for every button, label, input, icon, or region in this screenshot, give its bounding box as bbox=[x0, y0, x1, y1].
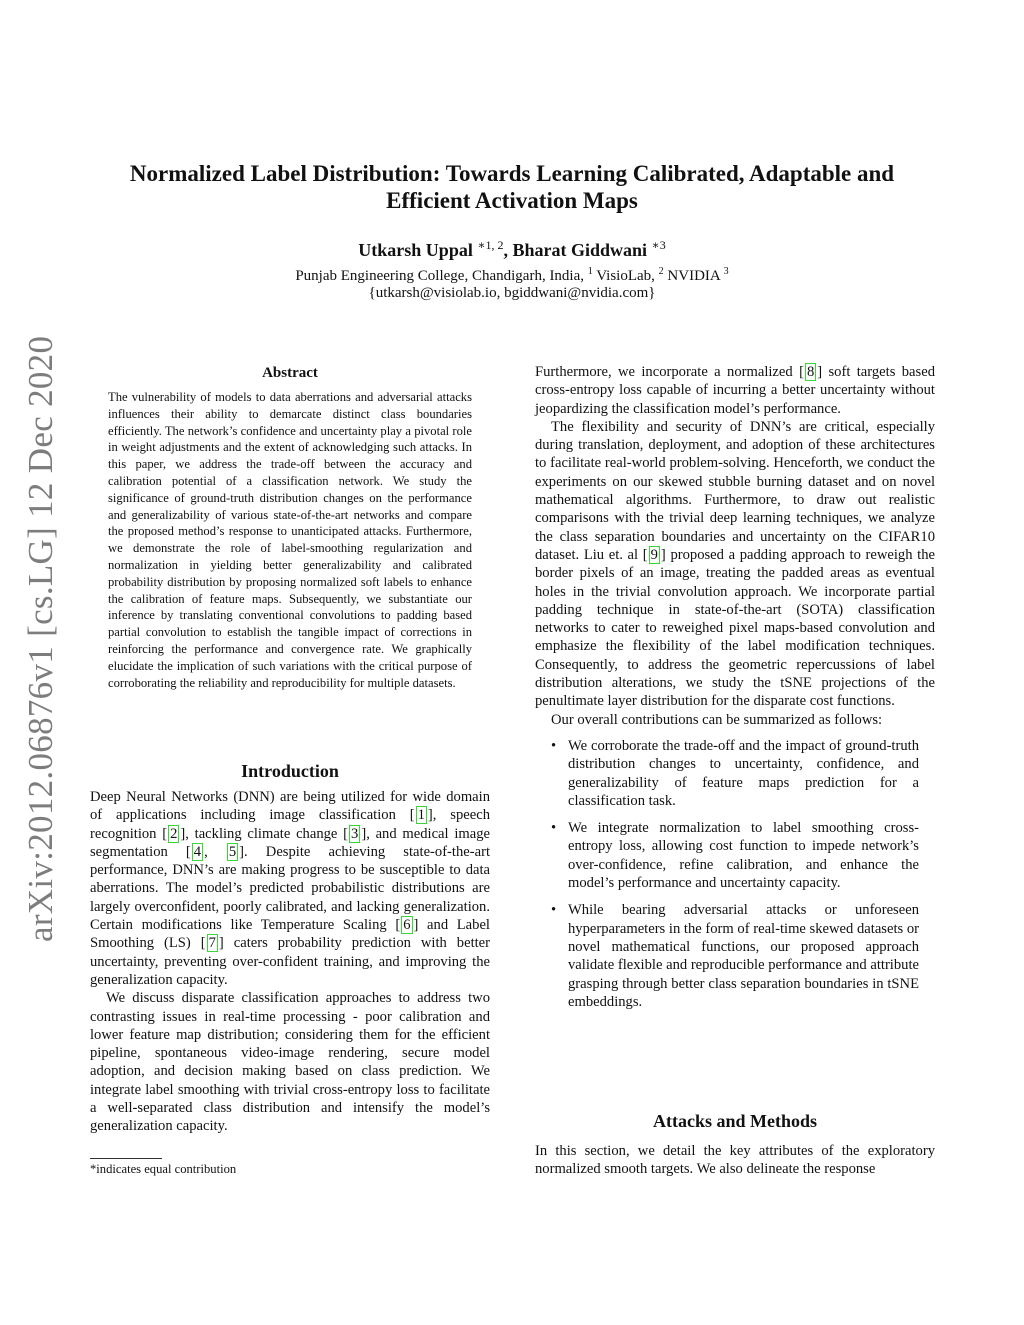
paper-title bbox=[90, 160, 934, 214]
citation-separator: , bbox=[204, 843, 226, 860]
intro-paragraph-1: Deep Neural Networks (DNN) are being utilized for wide domain of applications including image classification [ 1 ], speech recognition [ 2 ], tackling climate change [ 3 ], and medical image segmentation [ 4 , 5 ]. Despite achieving state-of-the-art performance, DNN’s are making progress to be susceptible to data aberrations. The model’s predicted probabilistic distributions are largely overconfident, poorly calibrated, and lacking generalization. Certain modifications like Temperature Scaling [ 6 ] and Label Smoothing (LS) [ 7 ] caters probability prediction with better uncertainty, preventing over-confident training, and improving the generalization capacity. bbox=[90, 789, 491, 988]
affiliation-text-3: NVIDIA bbox=[663, 268, 724, 284]
citation-link[interactable]: 7 bbox=[208, 935, 216, 952]
right-paragraph-3: Our overall contributions can be summarized as follows: bbox=[551, 711, 883, 728]
right-paragraph-2: The flexibility and security of DNN’s are critical, especially during translation, deployment, and adoption of these architectures to facilitate real-world problem-solving. Henceforth, we conduct the experiments on our skewed stubble burning dataset and on novel mathematical algorithms. Furthermore, to draw out realistic comparisons with the trivial deep learning techniques, we analyze the class separation boundaries and uncertainty on the CIFAR10 dataset. Liu et. al [ 9 ] proposed a padding approach to reweigh the border pixels of an image, treating the padded areas as eventual holes in the trivial convolution approach. We incorporate partial padding technique in state-of-the-art (SOTA) classification networks to cater to reweighed pixel maps-based convolution and emphasize the flexibility of the label modification techniques. Consequently, to address the geometric repercussions of label distribution alterations, we study the tSNE projections of the penultimate layer distribution for the disparate cost functions. bbox=[535, 418, 935, 710]
intro-text: Deep Neural Networks (DNN) are being utilized for wide domain of applications including image classification bbox=[90, 789, 490, 824]
author-1: Utkarsh Uppal bbox=[358, 240, 473, 260]
intro-text: , tackling climate change bbox=[185, 825, 344, 842]
citation-link[interactable]: 6 bbox=[403, 917, 411, 934]
bullet-icon: • bbox=[551, 902, 557, 919]
author-2: Bharat Giddwani bbox=[512, 240, 648, 260]
title-line-1: Normalized Label Distribution: Towards Learning Calibrated, Adaptable and bbox=[129, 161, 895, 186]
list-item-text: We corroborate the trade-off and the impact of ground-truth distribution changes to uncertainty, confidence, and generalizability of feature maps prediction for a classification task. bbox=[568, 737, 919, 809]
abstract-text: The vulnerability of models to data aberrations and adversarial attacks influences their ability to demarcate distinct class boundaries efficiently. The network’s confidence and uncertainty play a pivotal role in weight adjustments and the extent of acknowledging such attacks. In this paper, we address the trade-off between the accuracy and calibration potential of a classification network. We study the significance of ground-truth distribution changes on the performance and generalizability of various state-of-the-art networks and compare the proposed method’s response to unanticipated attacks. Furthermore, we demonstrate the role of label-smoothing regularization and normalization in yielding better generalizability and calibrated probability distribution by proposing normalized soft labels to enhance the calibration of feature maps. Subsequently, we substantiate our inference by translating conventional convolutions to padding based partial convolution to establish the tangible impact of corrections in reinforcing the performance and convergence rate. We graphically elucidate the implication of such variations with the critical purpose of corroborating the reliability and reproducibility for multiple datasets. bbox=[108, 390, 472, 690]
intro-text: . Despite achieving state-of-the-art performance, DNN’s are making progress to be susceptible to data aberrations. The model’s predicted probabilistic distributions are largely overconfident, poorly calibrated, and lacking generalization. Certain modifications like Temperature Scaling bbox=[90, 843, 491, 934]
footnote: *indicates equal contribution bbox=[90, 1162, 237, 1176]
list-item bbox=[535, 901, 935, 1011]
footnote-rule bbox=[90, 1158, 162, 1159]
affiliation-mark-1: 1 bbox=[587, 266, 593, 277]
citation-link[interactable]: 3 bbox=[351, 825, 359, 842]
introduction-heading: Introduction bbox=[241, 761, 339, 781]
citation-link[interactable]: 2 bbox=[170, 825, 178, 842]
title-line-2: Efficient Activation Maps bbox=[386, 188, 638, 213]
right-column-body bbox=[535, 363, 935, 1020]
citation-link[interactable]: 9 bbox=[650, 546, 658, 563]
abstract-heading: Abstract bbox=[262, 365, 318, 381]
author-emails: {utkarsh@visiolab.io, bgiddwani@nvidia.com} bbox=[368, 285, 656, 301]
intro-text: and Label Smoothing (LS) bbox=[90, 917, 490, 952]
introduction-body bbox=[90, 788, 490, 1136]
author-2-marks: ∗3 bbox=[651, 238, 666, 252]
citation-link[interactable]: 5 bbox=[228, 843, 237, 860]
body-text: soft targets based cross-entropy loss capable of incurring a better uncertainty without jeopardizing the classification model’s performance. bbox=[535, 364, 935, 417]
affiliation-mark-3: 3 bbox=[723, 266, 729, 277]
list-item bbox=[535, 819, 935, 892]
list-item-text: While bearing adversarial attacks or unforeseen hyperparameters in the form of real-time skewed datasets or novel mathematical functions, our proposed approach validate flexible and reproducible performance and attribute grasping through better class separation boundaries in tSNE embeddings. bbox=[568, 902, 919, 1010]
body-text: Furthermore, we incorporate a normalized bbox=[535, 364, 800, 380]
list-item bbox=[535, 737, 935, 810]
affiliation-text-2: VisioLab, bbox=[592, 268, 659, 284]
right-paragraph-1: Furthermore, we incorporate a normalized [ 8 ] soft targets based cross-entropy loss capable of incurring a better uncertainty without jeopardizing the classification model’s performance. bbox=[535, 364, 935, 417]
citation-link[interactable]: 8 bbox=[806, 364, 815, 380]
body-text: The flexibility and security of DNN’s are critical, especially during translation, deployment, and adoption of these architectures to facilitate real-world problem-solving. Henceforth, we conduct the experiments on our skewed stubble burning dataset and on novel mathematical algorithms. Furthermore, to draw out realistic comparisons with the trivial deep learning techniques, we analyze the class separation boundaries and uncertainty on the CIFAR10 dataset. Liu et. al bbox=[535, 418, 935, 563]
citation-link[interactable]: 4 bbox=[193, 843, 202, 860]
attacks-methods-text: In this section, we detail the key attributes of the exploratory normalized smooth targets. We also delineate the response bbox=[535, 1143, 935, 1178]
bullet-icon: • bbox=[551, 820, 557, 837]
attacks-methods-heading: Attacks and Methods bbox=[652, 1111, 817, 1131]
intro-text: caters probability prediction with better uncertainty, preventing over-confident training, and improving the generalization capacity. bbox=[90, 935, 491, 988]
affiliation-text-1: Punjab Engineering College, Chandigarh, India, bbox=[295, 268, 588, 284]
intro-paragraph-2: We discuss disparate classification approaches to address two contrasting issues in real-time processing - poor calibration and lower feature map distribution; considering them for the efficient pipeline, spontaneous video-image rendering, secure model adoption, and decision making based on class prediction. We integrate label smoothing with trivial cross-entropy loss to facilitate a well-separated class distribution and intensify the model’s generalization capacity. bbox=[90, 990, 490, 1135]
intro-text: , speech recognition bbox=[90, 807, 490, 842]
contributions-list bbox=[535, 737, 935, 1011]
citation-link[interactable]: 1 bbox=[417, 807, 425, 824]
author-1-marks: ∗1, 2 bbox=[477, 238, 504, 252]
intro-text: , and medical image segmentation bbox=[90, 825, 490, 860]
bullet-icon: • bbox=[551, 737, 557, 754]
affiliation-mark-2: 2 bbox=[658, 266, 664, 277]
author-separator: , bbox=[503, 240, 513, 260]
list-item-text: We integrate normalization to label smoothing cross-entropy loss, allowing cost function to impede network’s over-confidence, refine calibration, and enhance the model’s performance and uncertainty capacity. bbox=[568, 820, 919, 892]
arxiv-stamp: arXiv:2012.06876v1 [cs.LG] 12 Dec 2020 bbox=[21, 335, 60, 942]
body-text: proposed a padding approach to reweigh the border pixels of an image, treating the padded areas as eventual holes in the trivial convolution approach. We incorporate partial padding technique in state-of-the-art (SOTA) classification networks to cater to reweighed pixel maps-based convolution and emphasize the flexibility of the label modification techniques. Consequently, to address the geometric repercussions of label distribution alterations, we study the tSNE projections of the penultimate layer distribution for the disparate cost functions. bbox=[535, 546, 935, 710]
author-list bbox=[90, 234, 934, 261]
